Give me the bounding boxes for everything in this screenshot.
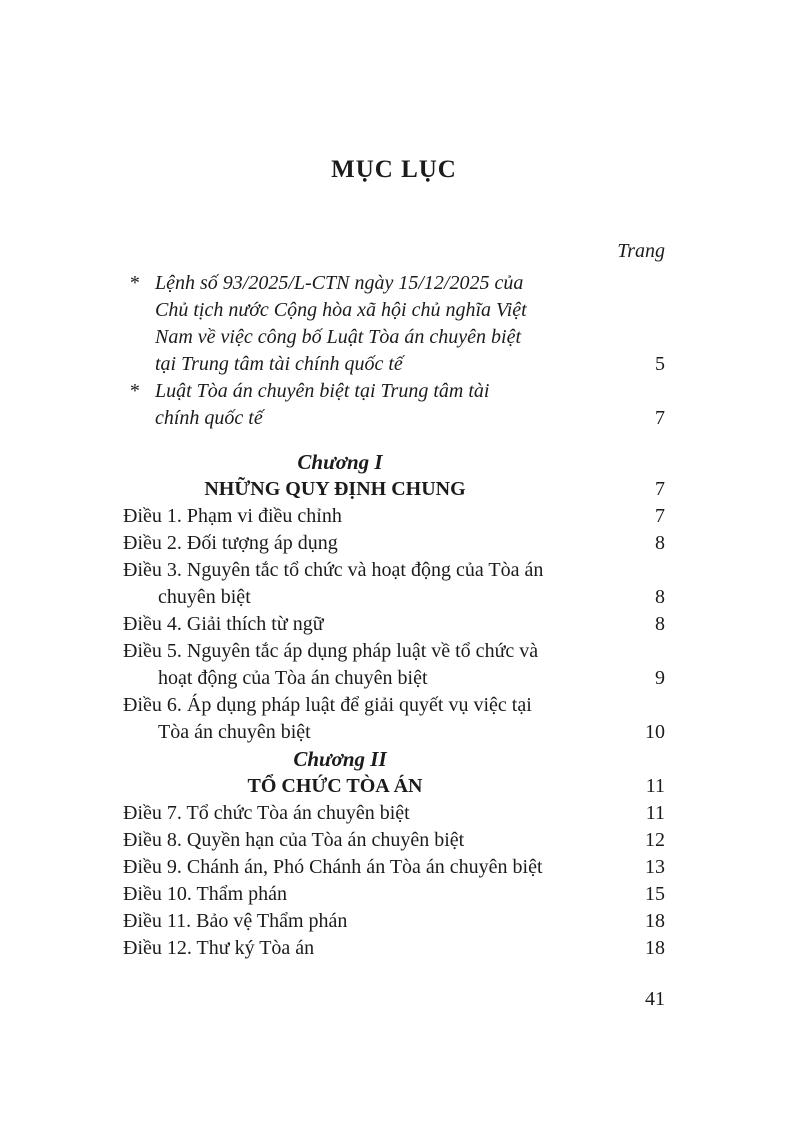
entry-page-number: 8 <box>655 532 665 554</box>
toc-entry <box>123 827 665 854</box>
entry-title: Điều 5. Nguyên tắc áp dụng pháp luật về tổ chức và hoạt động của Tòa án chuyên biệt <box>123 640 539 689</box>
toc-entry <box>123 530 665 557</box>
toc-entry <box>123 503 665 530</box>
front-matter-item <box>123 270 665 378</box>
chapter-label: Chương II <box>293 747 387 771</box>
toc-content <box>123 152 665 962</box>
front-matter-item <box>123 378 665 432</box>
entry-page-number: 15 <box>645 883 665 905</box>
toc-entry <box>123 908 665 935</box>
entry-page-number: 9 <box>655 667 665 689</box>
entry-title: Điều 11. Bảo vệ Thẩm phán <box>123 910 348 932</box>
entry-page-number: 10 <box>645 721 665 743</box>
entry-title: Luật Tòa án chuyên biệt tại Trung tâm tài chính quốc tế <box>155 380 490 429</box>
entry-title: Điều 3. Nguyên tắc tổ chức và hoạt động của Tòa án chuyên biệt <box>123 559 544 608</box>
chapter-title: NHỮNG QUY ĐỊNH CHUNG <box>204 478 466 500</box>
entry-title: Điều 9. Chánh án, Phó Chánh án Tòa án chuyên biệt <box>123 856 543 878</box>
page-column-header: Trang <box>617 240 665 262</box>
entry-page-number: 13 <box>645 856 665 878</box>
entry-page-number: 7 <box>655 505 665 527</box>
entry-page-number: 18 <box>645 937 665 959</box>
entry-title: Điều 8. Quyền hạn của Tòa án chuyên biệt <box>123 829 465 851</box>
toc-entry <box>123 935 665 962</box>
entry-page-number: 18 <box>645 910 665 932</box>
chapter-label: Chương I <box>297 450 383 474</box>
entry-title: Điều 1. Phạm vi điều chỉnh <box>123 505 342 527</box>
toc-entry <box>123 557 665 611</box>
entry-title: Điều 2. Đối tượng áp dụng <box>123 532 338 554</box>
toc-entry <box>123 854 665 881</box>
asterisk-marker: * <box>129 380 139 402</box>
asterisk-marker: * <box>129 272 139 294</box>
entry-title: Điều 10. Thẩm phán <box>123 883 288 905</box>
toc-entry <box>123 881 665 908</box>
entry-title: Điều 4. Giải thích từ ngữ <box>123 613 324 635</box>
chapter-title: TỔ CHỨC TÒA ÁN <box>247 775 423 797</box>
entry-page-number: 11 <box>645 775 665 797</box>
chapter-heading <box>123 476 665 503</box>
toc-entry <box>123 638 665 692</box>
entry-page-number: 8 <box>655 613 665 635</box>
entry-page-number: 12 <box>645 829 665 851</box>
entry-page-number: 8 <box>655 586 665 608</box>
chapter-heading <box>123 773 665 800</box>
toc-entry <box>123 692 665 746</box>
entry-title: Điều 6. Áp dụng pháp luật để giải quyết vụ việc tại Tòa án chuyên biệt <box>123 694 532 743</box>
entry-page-number: 11 <box>645 802 665 824</box>
toc-entry <box>123 800 665 827</box>
entry-page-number: 7 <box>655 407 665 429</box>
entry-page-number: 5 <box>655 353 665 375</box>
toc-entry <box>123 611 665 638</box>
page-number-footer: 41 <box>645 988 665 1010</box>
entry-title: Điều 12. Thư ký Tòa án <box>123 937 315 959</box>
entry-page-number: 7 <box>655 478 665 500</box>
page-title: MỤC LỤC <box>331 156 457 183</box>
entry-title: Lệnh số 93/2025/L-CTN ngày 15/12/2025 của Chủ tịch nước Cộng hòa xã hội chủ nghĩa Việt Nam về việc công bố Luật Tòa án chuyên biệt tại Trung tâm tài chính quốc tế <box>155 272 527 375</box>
entry-title: Điều 7. Tổ chức Tòa án chuyên biệt <box>123 802 410 824</box>
